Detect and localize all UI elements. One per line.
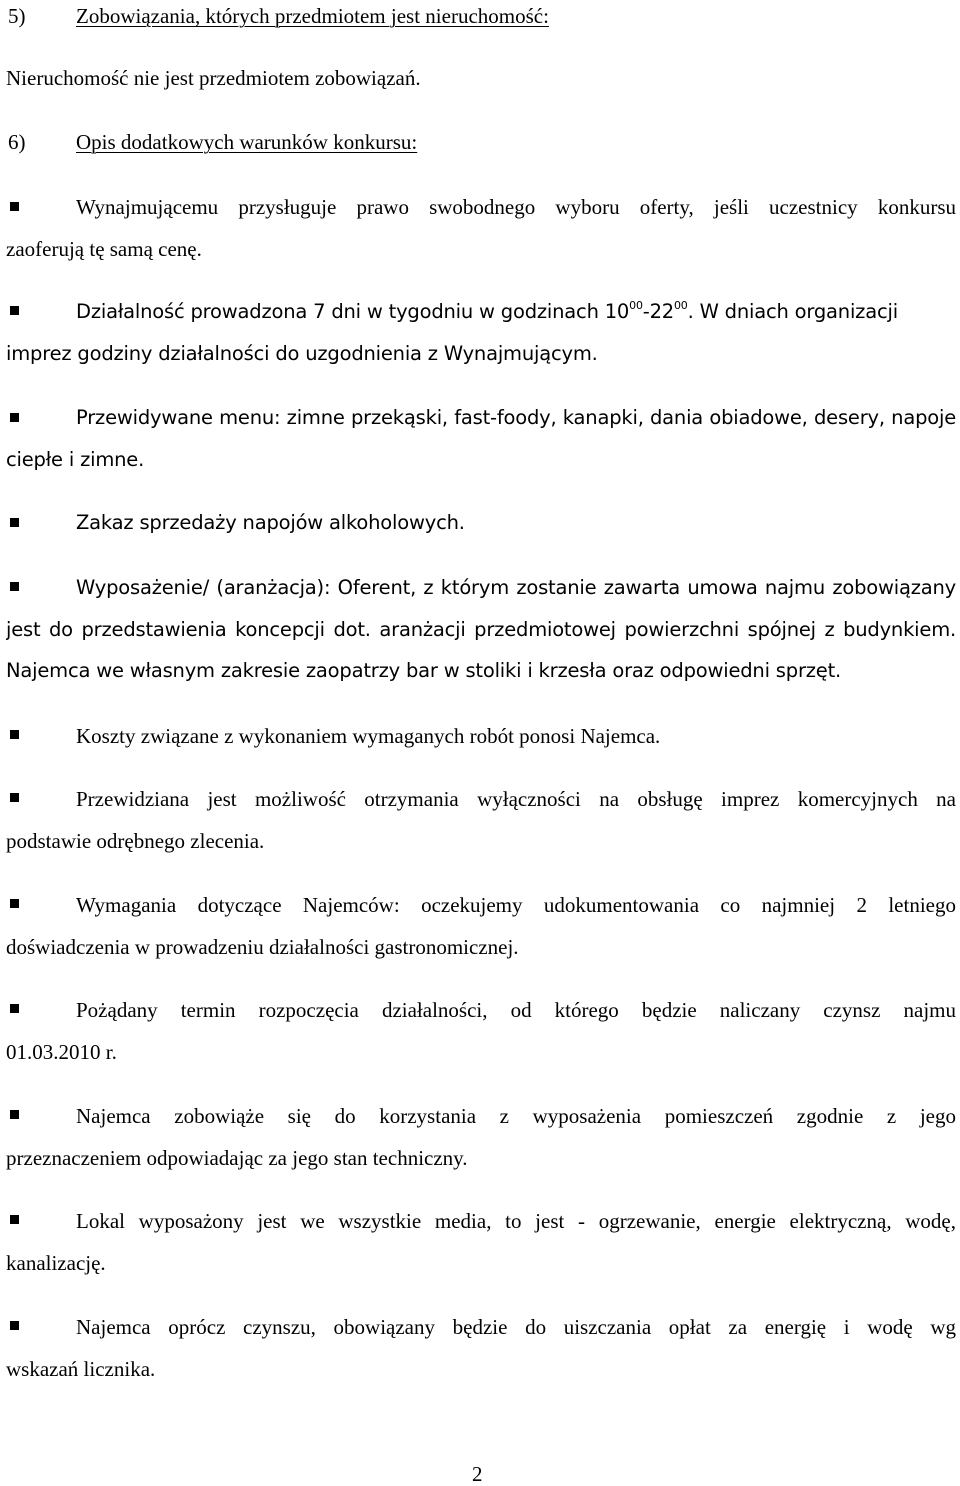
list-item-line: wskazań licznika. bbox=[6, 1357, 156, 1381]
list-item-line: doświadczenia w prowadzeniu działalności gastronomicznej. bbox=[6, 935, 519, 959]
list-item-line: Wymagania dotyczące Najemców: oczekujemy udokumentowania co najmniej 2 letniego bbox=[76, 893, 956, 917]
list-item-line: Najemca oprócz czynszu, obowiązany będzie do uiszczania opłat za energię i wodę wg bbox=[76, 1315, 956, 1339]
bullet-icon bbox=[10, 582, 19, 591]
list-item-line: Wynajmującemu przysługuje prawo swobodnego wyboru oferty, jeśli uczestnicy konkursu bbox=[76, 195, 956, 219]
bullet-icon bbox=[10, 1321, 19, 1330]
list-item-line: podstawie odrębnego zlecenia. bbox=[6, 829, 265, 853]
bullet-icon bbox=[10, 202, 19, 211]
list-item-line: Zakaz sprzedaży napojów alkoholowych. bbox=[76, 511, 465, 534]
bullet-icon bbox=[10, 730, 19, 739]
list-item-line: Najemca we własnym zakresie zaopatrzy bar w stoliki i krzesła oraz odpowiedni sprzęt. bbox=[6, 659, 842, 682]
bullet-icon bbox=[10, 413, 19, 422]
paragraph: Nieruchomość nie jest przedmiotem zobowiązań. bbox=[6, 66, 421, 90]
list-item-line: kanalizację. bbox=[6, 1251, 106, 1275]
list-item-line: 01.03.2010 r. bbox=[6, 1040, 117, 1064]
page-number: 2 bbox=[472, 1462, 483, 1486]
list-item-line: Przewidziana jest możliwość otrzymania wyłączności na obsługę imprez komercyjnych na bbox=[76, 787, 956, 811]
list-item-line: zaoferują tę samą cenę. bbox=[6, 237, 202, 261]
list-item-line bbox=[76, 300, 956, 324]
section-number: 5) bbox=[8, 4, 26, 28]
list-item-line: przeznaczeniem odpowiadając za jego stan techniczny. bbox=[6, 1146, 468, 1170]
bullet-icon bbox=[10, 1215, 19, 1224]
list-item-line: imprez godziny działalności do uzgodnienia z Wynajmującym. bbox=[6, 342, 598, 365]
list-item-line: Pożądany termin rozpoczęcia działalności, od którego będzie naliczany czynsz najmu bbox=[76, 998, 956, 1022]
bullet-icon bbox=[10, 1110, 19, 1119]
bullet-icon bbox=[10, 899, 19, 908]
section-heading: Opis dodatkowych warunków konkursu: bbox=[76, 130, 418, 154]
list-item-line: Wyposażenie/ (aranżacja): Oferent, z którym zostanie zawarta umowa najmu zobowiązany bbox=[76, 576, 956, 599]
list-item-line: Przewidywane menu: zimne przekąski, fast-foody, kanapki, dania obiadowe, desery, napoje bbox=[76, 406, 956, 429]
section-number: 6) bbox=[8, 130, 26, 154]
section-heading: Zobowiązania, których przedmiotem jest nieruchomość: bbox=[76, 4, 549, 28]
list-item-line: Koszty związane z wykonaniem wymaganych robót ponosi Najemca. bbox=[76, 724, 661, 748]
hours-text: Działalność prowadzona 7 dni w tygodniu w godzinach $10^{00}-22^{00}$. W dniach organizacji bbox=[76, 299, 898, 323]
bullet-icon bbox=[10, 793, 19, 802]
list-item-line: Najemca zobowiąże się do korzystania z wyposażenia pomieszczeń zgodnie z jego bbox=[76, 1104, 956, 1128]
list-item-line: jest do przedstawienia koncepcji dot. aranżacji przedmiotowej powierzchni spójnej z budynkiem. bbox=[6, 618, 956, 641]
list-item-line: ciepłe i zimne. bbox=[6, 448, 145, 471]
bullet-icon bbox=[10, 1004, 19, 1013]
bullet-icon bbox=[10, 306, 19, 315]
bullet-icon bbox=[10, 518, 19, 527]
list-item-line: Lokal wyposażony jest we wszystkie media, to jest - ogrzewanie, energie elektryczną, wodę, bbox=[76, 1209, 956, 1233]
